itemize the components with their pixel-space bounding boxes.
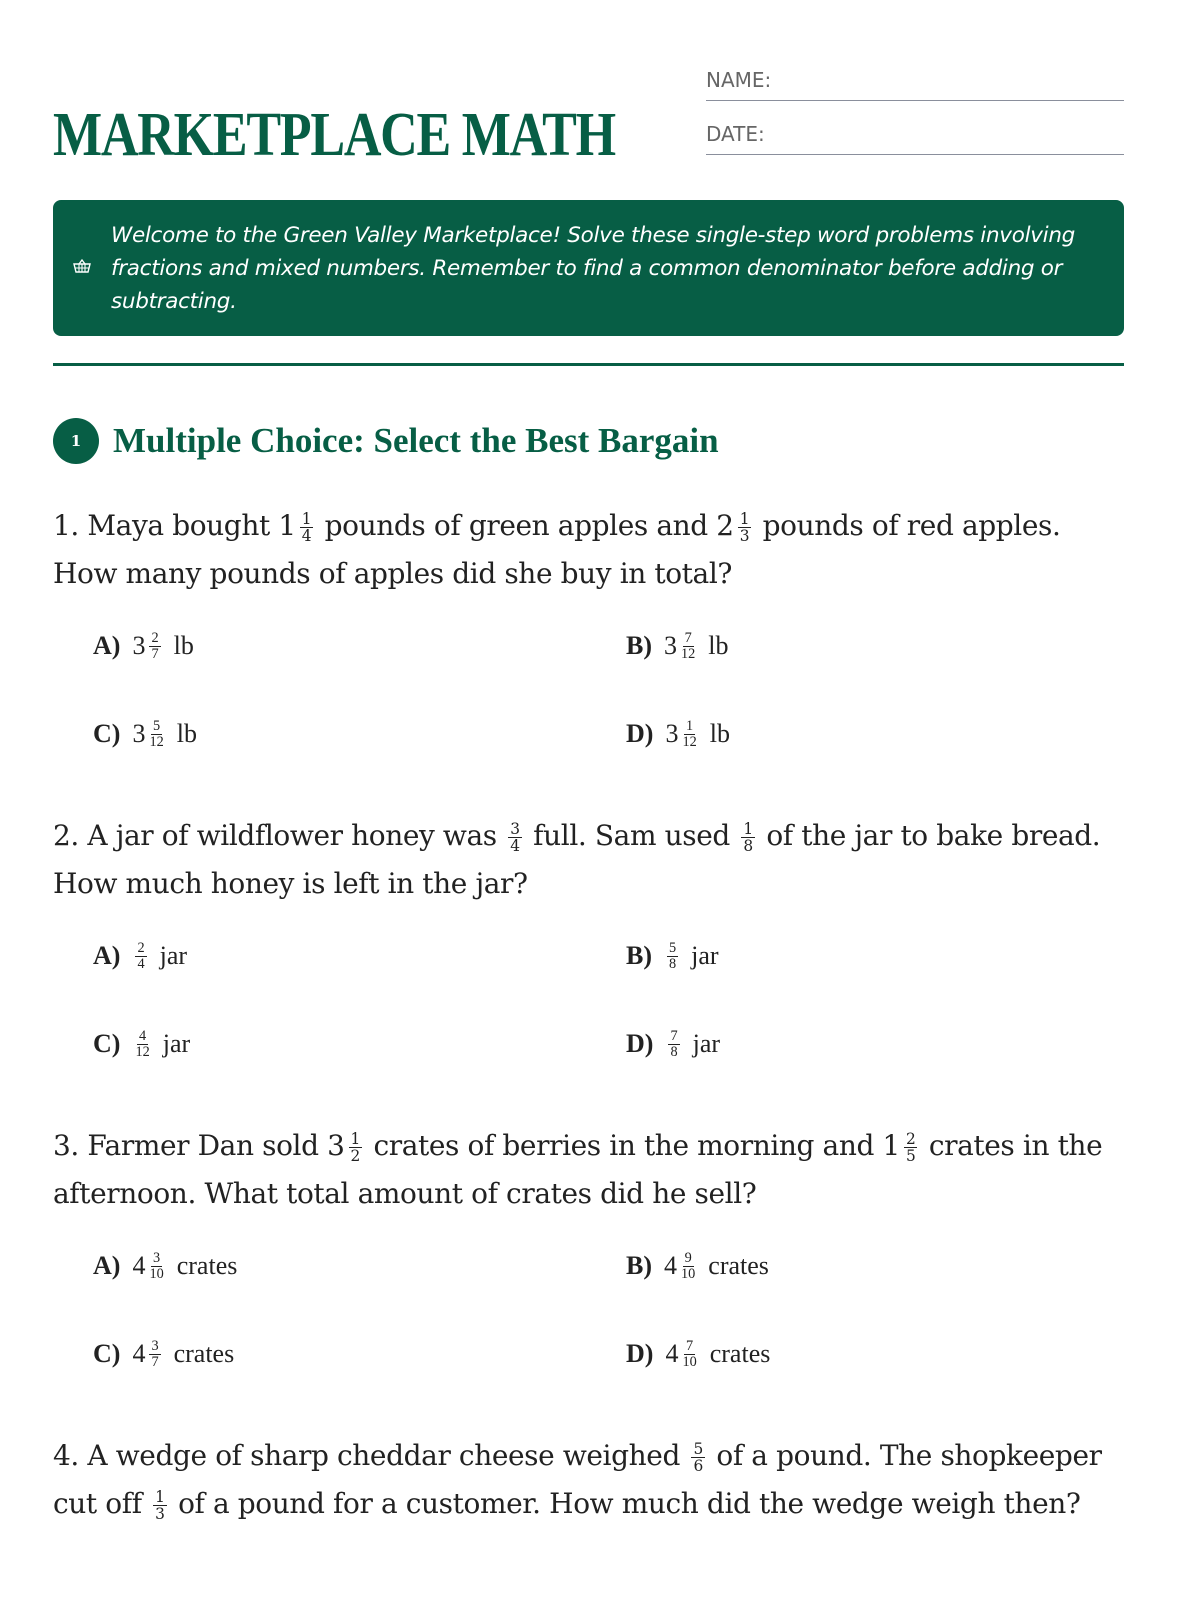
option-unit: crates [176, 1251, 238, 1280]
whole-number: 4 [132, 1251, 146, 1280]
denominator: 8 [669, 955, 677, 972]
section-title: Multiple Choice: Select the Best Bargain [113, 421, 719, 460]
denominator: 10 [681, 1265, 696, 1282]
numerator: 7 [686, 1337, 694, 1354]
question-text-segment: crates of berries in the morning and [364, 1129, 883, 1162]
numerator: 3 [153, 1249, 161, 1266]
option-unit: lb [173, 631, 194, 660]
numerator: 1 [350, 1129, 360, 1148]
option-unit: jar [159, 941, 188, 970]
whole-number: 4 [132, 1339, 146, 1368]
question-list [53, 502, 1124, 1554]
denominator: 3 [155, 1505, 165, 1523]
question-text [53, 502, 1124, 598]
answer-option[interactable] [93, 1244, 626, 1288]
numerator: 1 [155, 1487, 165, 1506]
whole-number: 4 [664, 1251, 677, 1280]
numerator: 3 [510, 819, 520, 838]
numerator: 9 [684, 1249, 692, 1266]
denominator: 4 [510, 837, 520, 855]
question-text-segment: 3. Farmer Dan sold [53, 1129, 328, 1162]
denominator: 10 [149, 1265, 164, 1282]
numerator: 2 [905, 1129, 916, 1148]
whole-number: 3 [132, 631, 146, 660]
fraction [741, 821, 754, 854]
fraction [149, 719, 163, 750]
question-text-segment: of a pound for a customer. How much did the wedge weigh then? [169, 1487, 1081, 1520]
numerator: 2 [151, 629, 159, 646]
answer-option[interactable] [626, 712, 1159, 756]
whole-number: 3 [665, 719, 679, 748]
question-text [53, 1432, 1124, 1528]
fraction [682, 1339, 696, 1370]
question-text-segment: full. Sam used [524, 819, 739, 852]
option-unit: lb [709, 719, 730, 748]
numerator: 5 [693, 1439, 703, 1458]
question-text-segment: 2. A jar of wildflower honey was [53, 819, 506, 852]
answer-options [53, 1244, 1124, 1376]
option-letter: A) [93, 631, 121, 660]
denominator: 10 [682, 1353, 697, 1370]
fraction [682, 719, 696, 750]
fraction [738, 511, 751, 544]
date-field[interactable] [706, 122, 1124, 155]
question-text-segment: 1. Maya bought [53, 509, 279, 542]
numerator: 5 [669, 939, 677, 956]
numerator: 7 [684, 629, 692, 646]
denominator: 8 [743, 837, 753, 855]
fraction [153, 1489, 166, 1522]
whole-number: 3 [664, 631, 677, 660]
question-text [53, 1122, 1124, 1218]
option-letter: C) [93, 719, 121, 748]
answer-option[interactable] [626, 1022, 1159, 1066]
instructions-text: Welcome to the Green Valley Marketplace! Solve these single-step word problems involving fractions and mixed numbers. Remember to find a common denominator before adding or subtracting. [111, 222, 1076, 314]
denominator: 7 [151, 1353, 159, 1370]
option-letter: D) [626, 1339, 654, 1368]
whole-number: 4 [665, 1339, 679, 1368]
numerator: 1 [743, 819, 753, 838]
option-unit: jar [692, 1029, 721, 1058]
answer-options [53, 934, 1124, 1066]
question-text-segment: of a pound. The shopkeeper cut off [53, 1439, 1102, 1520]
answer-option[interactable] [93, 1022, 626, 1066]
basket-icon [53, 258, 111, 278]
answer-option[interactable] [93, 712, 626, 756]
numerator: 2 [137, 939, 145, 956]
fraction [149, 1251, 163, 1282]
numerator: 7 [670, 1027, 678, 1044]
option-letter: A) [93, 941, 121, 970]
denominator: 6 [693, 1457, 703, 1475]
option-unit: jar [691, 941, 719, 970]
answer-option[interactable] [626, 624, 1159, 668]
fraction [668, 1029, 679, 1060]
denominator: 12 [682, 733, 697, 750]
date-label: DATE: [706, 122, 765, 146]
fraction [667, 941, 678, 972]
denominator: 3 [739, 527, 750, 545]
option-letter: C) [93, 1029, 121, 1058]
fraction [508, 821, 521, 854]
answer-option[interactable] [626, 934, 1159, 978]
whole-number: 1 [882, 1129, 900, 1162]
section-header [53, 418, 719, 464]
fraction [135, 941, 146, 972]
denominator: 7 [151, 645, 159, 662]
fraction [149, 1339, 160, 1370]
answer-option[interactable] [93, 624, 626, 668]
option-unit: crates [709, 1339, 771, 1368]
denominator: 5 [905, 1147, 916, 1165]
numerator: 4 [139, 1027, 147, 1044]
whole-number: 3 [327, 1129, 345, 1162]
fraction [300, 511, 313, 544]
option-letter: B) [626, 1251, 652, 1280]
instructions-banner [53, 200, 1124, 336]
numerator: 5 [153, 717, 161, 734]
fraction [691, 1441, 704, 1474]
option-letter: A) [93, 1251, 121, 1280]
option-letter: D) [626, 1029, 654, 1058]
answer-option[interactable] [93, 1332, 626, 1376]
option-unit: crates [708, 1251, 769, 1280]
section-number-badge: 1 [53, 418, 99, 464]
answer-options [53, 624, 1124, 756]
worksheet-title: MARKETPLACE MATH [53, 101, 615, 169]
denominator: 12 [149, 733, 164, 750]
name-field[interactable] [706, 68, 1124, 101]
question-text-segment: pounds of green apples and [316, 509, 717, 542]
denominator: 12 [135, 1043, 150, 1060]
numerator: 1 [739, 509, 750, 528]
numerator: 1 [301, 509, 312, 528]
answer-option[interactable] [93, 934, 626, 978]
numerator: 3 [151, 1337, 159, 1354]
option-unit: lb [708, 631, 729, 660]
answer-option[interactable] [626, 1332, 1159, 1376]
fraction [681, 631, 695, 662]
option-letter: D) [626, 719, 654, 748]
denominator: 4 [301, 527, 312, 545]
fraction [135, 1029, 149, 1060]
fraction [904, 1131, 917, 1164]
question-text-segment: of the jar to bake bread. How much honey is left in the jar? [53, 819, 1101, 900]
divider [53, 363, 1124, 366]
numerator: 1 [686, 717, 694, 734]
option-letter: B) [626, 631, 652, 660]
option-letter: C) [93, 1339, 121, 1368]
whole-number: 3 [132, 719, 146, 748]
fraction [349, 1131, 362, 1164]
option-unit: lb [176, 719, 197, 748]
denominator: 8 [670, 1043, 678, 1060]
question-text-segment: 4. A wedge of sharp cheddar cheese weighed [53, 1439, 689, 1472]
name-label: NAME: [706, 68, 772, 92]
option-letter: B) [626, 941, 652, 970]
answer-option[interactable] [626, 1244, 1159, 1288]
fraction [681, 1251, 695, 1282]
denominator: 4 [137, 955, 145, 972]
option-unit: crates [173, 1339, 235, 1368]
whole-number: 2 [716, 509, 734, 542]
denominator: 2 [350, 1147, 360, 1165]
question-text [53, 812, 1124, 908]
fraction [149, 631, 160, 662]
question-text-segment: crates in the afternoon. What total amount of crates did he sell? [53, 1129, 1103, 1210]
whole-number: 1 [278, 509, 296, 542]
denominator: 12 [681, 645, 696, 662]
question-text-segment: pounds of red apples. How many pounds of apples did she buy in total? [53, 509, 1061, 590]
option-unit: jar [162, 1029, 191, 1058]
